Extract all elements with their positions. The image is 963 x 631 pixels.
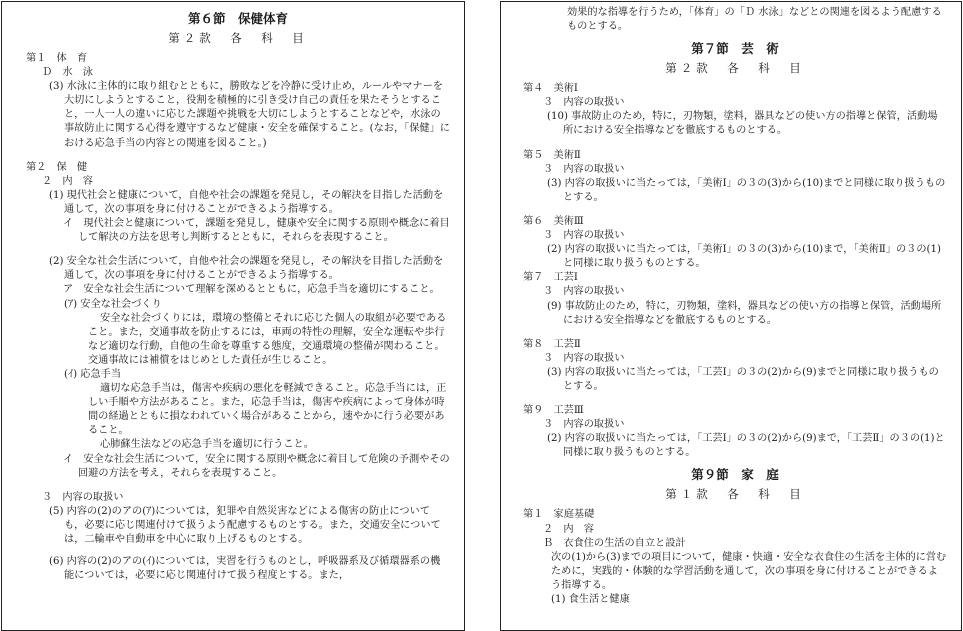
subitem-title: (ｱ) 安全な社会づくり (64, 298, 162, 310)
item-subheading: ３ 内容の取扱い (543, 286, 625, 298)
subitem-title: (1) 食生活と健康 (551, 594, 630, 605)
item-heading: 第８ 工芸Ⅱ (523, 338, 581, 350)
paragraph: (3) 内容の取扱いに当たっては，「美術Ⅰ」の３の(3)から(10)までと同様に取り扱うものとする。 (547, 177, 946, 203)
paragraph: (10) 事故防止のため，特に，刃物類，塗料，器具などの使い方の指導と保管，活動場所における安全指導などを徹底するものとする。 (547, 111, 938, 137)
item-heading: 第４ 美術Ⅰ (523, 83, 578, 95)
paragraph: 効果的な指導を行うため，「体育」の「Ｄ 水泳」などとの関連を図るよう配慮するものとする。 (567, 7, 942, 33)
paragraph: イ 現代社会と健康について，課題を発見し，健康や安全に関する原則や概念に着目して解決の方法を思考し判断するとともに，それらを表現すること。 (63, 218, 450, 244)
paragraph: (2) 内容の取扱いに当たっては，「工芸Ⅰ」の３の(2)から(9)まで，「工芸Ⅱ」の３の(1)と同様に取り扱うものとする。 (547, 433, 945, 459)
paragraph: (3) 水泳に主体的に取り組むとともに，勝敗などを冷静に受け止め，ルールやマナーを大切にしようとすること，役割を積極的に引き受け自己の責任を果たそうとすること，一人一人の違いに応じた課題や挑戦を大切にしようとすることなどや，水泳の事故防止に関する心得を遵守するなど健康・安全を確保すること。(なお，「保健」における応急手当の内容との関連を図ること。) (49, 81, 450, 149)
item-subheading: ２ 内 容 (543, 523, 594, 535)
paragraph: 次の(1)から(3)までの項目について，健康・快適・安全な衣食住の生活を主体的に営むために，実践的・体験的な学習活動を通して，次の事項を身に付けることができるよう指導する。 (551, 551, 947, 591)
item-subheading: ３ 内容の取扱い (42, 491, 124, 503)
item-subheading: ３ 内容の取扱い (543, 163, 625, 175)
item-heading: 第６ 美術Ⅲ (523, 215, 584, 227)
subsection-heading: 第１款 各 科 目 (665, 487, 805, 502)
subitem-title: (ｲ) 応急手当 (64, 368, 122, 380)
left-page (1, 1, 465, 631)
subsection-heading: 第２款 各 科 目 (168, 31, 308, 45)
item-heading: 第１ 体 育 (26, 53, 88, 64)
item-heading: 第２ 保 健 (26, 161, 88, 173)
item-subheading: ３ 内容の取扱い (543, 97, 625, 109)
right-page (500, 1, 962, 631)
item-heading: 第９ 工芸Ⅲ (523, 405, 584, 417)
paragraph: 安全な社会づくりには，環境の整備とそれに応じた個人の取組が必要であること。また，交通事故を防止するには，車両の特性の理解，安全な運転や歩行など適切な行動，自他の生命を尊重する態度，交通環境の整備が関わること。交通事故には補償をはじめとした責任が生じること。 (88, 312, 447, 366)
item-subheading: ２ 内 容 (42, 175, 93, 187)
item-subheading: Ｂ 衣食住の生活の自立と設計 (543, 537, 686, 549)
item-heading: 第１ 家庭基礎 (523, 509, 595, 521)
item-subheading: ３ 内容の取扱い (543, 419, 625, 431)
paragraph: (3) 内容の取扱いに当たっては，「工芸Ⅰ」の３の(2)から(9)までと同様に取り扱うものとする。 (547, 366, 939, 392)
subsection-heading: 第２款 各 科 目 (665, 61, 805, 76)
paragraph: (2) 内容の取扱いに当たっては，「美術Ⅰ」の３の(3)から(10)まで，「美術Ⅱ」の３の(1)と同様に取り扱うものとする。 (547, 244, 941, 270)
section-heading: 第６節 保健体育 (187, 11, 288, 26)
paragraph: ア 安全な社会生活について理解を深めるとともに，応急手当を適切にすること。 (63, 284, 440, 296)
paragraph: (2) 安全な社会生活について，自他や社会の課題を発見し，その解決を目指した活動を通して，次の事項を身に付けることができるよう指導する。 (49, 256, 444, 282)
paragraph: 適切な応急手当は，傷害や疾病の悪化を軽減できること。応急手当には，正しい手順や方法があること。また，応急手当は，傷害や疾病によって身体が時間の経過とともに損なわれていく場合があることから，速やかに行う必要があること。 (88, 383, 447, 437)
paragraph: (5) 内容の(2)のアの(ｱ)については，犯罪や自然災害などによる傷害の防止についても，必要に応じ関連付けて扱うよう配慮するものとする。また，交通安全については，二輪車や自動車を中心に取り上げるものとする。 (49, 505, 441, 545)
item-subheading: ３ 内容の取扱い (543, 230, 625, 242)
paragraph: 心肺蘇生法などの応急手当を適切に行うこと。 (100, 439, 314, 451)
paragraph: (9) 事故防止のため，特に，刃物類，塗料，器具などの使い方の指導と保管，活動場所における安全指導などを徹底するものとする。 (547, 300, 942, 326)
section-heading: 第７節 芸 術 (691, 41, 779, 57)
paragraph: (6) 内容の(2)のアの(ｲ)については，実習を行うものとし，呼吸器系及び循環器系の機能については，必要に応じ関連付けて扱う程度とする。また， (49, 556, 441, 582)
paragraph: (1) 現代社会と健康について，自他や社会の課題を発見し，その解決を目指した活動を通して，次の事項を身に付けることができるよう指導する。 (49, 189, 444, 215)
item-heading: 第５ 美術Ⅱ (523, 149, 581, 161)
item-subheading: Ｄ 水 泳 (42, 67, 93, 79)
item-subheading: ３ 内容の取扱い (543, 352, 625, 364)
item-heading: 第７ 工芸Ⅰ (523, 272, 578, 284)
paragraph: イ 安全な社会生活について，安全に関する原則や概念に着目して危険の予測やその回避の方法を考え，それらを表現すること。 (63, 453, 450, 479)
section-heading: 第９節 家 庭 (691, 467, 779, 483)
